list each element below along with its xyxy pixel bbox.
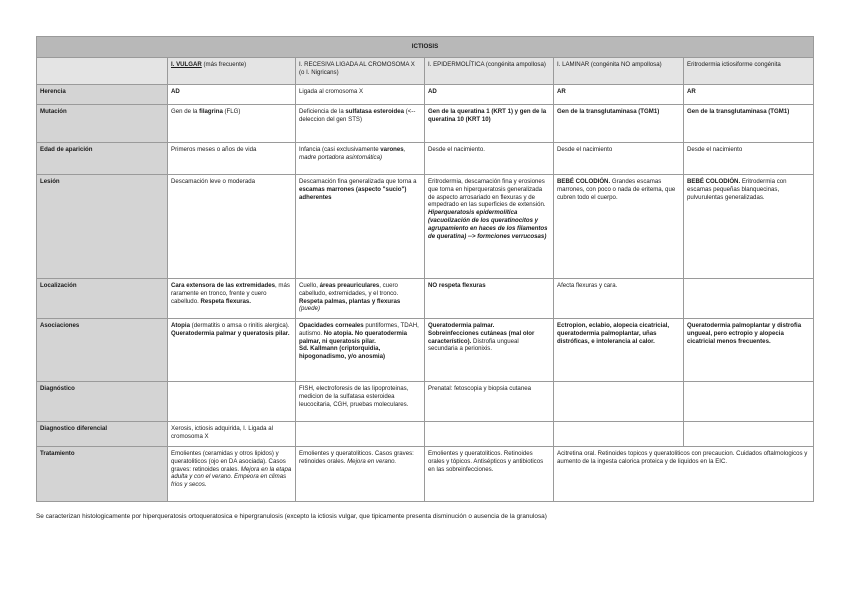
table-row: [37, 279, 814, 319]
table-title: ICTIOSIS: [37, 37, 814, 58]
cell-text: , madre portadora asintomática): [299, 146, 406, 161]
header-corner: [37, 58, 168, 85]
cell-text: (FLG): [222, 108, 241, 115]
table-cell: [425, 85, 554, 105]
table-cell: [554, 105, 684, 143]
cell-text: escamas marrones (aspecto "sucio") adherentes: [299, 185, 407, 201]
cell-text: Eritrodermia con escamas pequeñas blanquecinas, pulvurulentas generalizadas.: [687, 178, 787, 201]
table-cell: [425, 279, 554, 319]
footnote: Se caracterizan histologicamente por hiperqueratosis ortoqueratosica e hipergranulosis (excepto la ictiosis vulgar, que tipicamente presenta disminución o ausencia de la granulosa): [36, 513, 547, 520]
cell-text: sulfatasa esteroidea: [345, 108, 405, 115]
cell-text: filagrina: [199, 108, 223, 115]
table-cell: Ligada al cromosoma X: [296, 85, 425, 105]
header-col-vulgar: [168, 58, 296, 85]
cell-text: Sd. Kallmann (criptorquidia, hipogonadismo, y/o anosmia): [299, 345, 385, 361]
table-cell: [168, 447, 296, 502]
table-cell: [425, 175, 554, 279]
title-row: [37, 37, 814, 58]
table-cell: Prenatal: fetoscopia y biopsia cutanea: [425, 382, 554, 422]
table-cell: [684, 175, 814, 279]
table-cell: [684, 319, 814, 382]
cell-text: Respeta flexuras.: [200, 297, 251, 305]
cell-text: , más raramente en tronco, frente y cuero cabelludo.: [171, 282, 290, 305]
table-cell: [296, 279, 425, 319]
table-row: [37, 382, 814, 422]
cell-text: Mejora en verano.: [347, 457, 397, 465]
table-cell: [296, 105, 425, 143]
cell-text: AD: [171, 88, 180, 95]
cell-text: Distrofia ungueal secundaria a perionixis.: [428, 337, 519, 353]
row-label: Diagnóstico: [37, 382, 168, 422]
cell-text: BEBÉ COLODIÓN.: [687, 178, 741, 185]
table-cell: [684, 105, 814, 143]
table-cell: [168, 85, 296, 105]
cell-text: (dermatitis o amsa o rinitis alergica).: [189, 322, 290, 329]
table-row: [37, 422, 814, 447]
cell-text: Mejora en la etapa adulta y con el verano. Empeora en climas frios y secos.: [171, 465, 292, 489]
row-label: Mutación: [37, 105, 168, 143]
table-cell: [425, 422, 554, 447]
cell-text: , cuero cabelludo, extremidades, y el tronco.: [299, 282, 399, 297]
row-label: Diagnostico diferencial: [37, 422, 168, 447]
row-label: Herencia: [37, 85, 168, 105]
cell-text: varones: [380, 146, 404, 153]
table-cell: [168, 382, 296, 422]
header-col-laminar: I. LAMINAR (congénita NO ampollosa): [554, 58, 684, 85]
row-label: Lesión: [37, 175, 168, 279]
cell-text: Emolientes y queratoliticos. Casos graves: retinoides orales.: [299, 450, 414, 465]
table-cell: Desde el nacimiento.: [425, 143, 554, 175]
table-cell: [554, 85, 684, 105]
cell-text: Grandes escamas marrones, con poco o nada de eritema, que cubren todo el cuerpo.: [557, 178, 676, 201]
cell-text: AR: [557, 88, 566, 95]
table-cell: [684, 382, 814, 422]
table-cell: [554, 175, 684, 279]
row-label: Tratamiento: [37, 447, 168, 502]
table-row: [37, 85, 814, 105]
cell-text: Descamación fina generalizada que torna a: [299, 178, 417, 185]
header-row: [37, 58, 814, 85]
table-row: [37, 143, 814, 175]
table-cell: [296, 319, 425, 382]
table-cell: [168, 279, 296, 319]
row-label: Edad de aparición: [37, 143, 168, 175]
table-cell: Primeros meses o años de vida: [168, 143, 296, 175]
ichthyosis-table: [36, 36, 814, 502]
table-cell: [684, 85, 814, 105]
table-cell: [554, 319, 684, 382]
table-cell: [296, 447, 425, 502]
table-cell: Emolientes y queratoliticos. Retinoides orales y tópicos. Antisépticos y antibioticos en las sobreinfecciones.: [425, 447, 554, 502]
table-cell: Desde el nacimiento: [554, 143, 684, 175]
cell-text: Atopia: [171, 322, 190, 329]
cell-text: áreas preauriculares: [319, 282, 380, 289]
cell-text: Opacidades corneales: [299, 322, 364, 329]
table-cell: [296, 422, 425, 447]
table-cell: Descamación leve o moderada: [168, 175, 296, 279]
row-label: Asociaciones: [37, 319, 168, 382]
table-row: [37, 175, 814, 279]
header-col-vulgar-main: I. VULGAR: [171, 61, 202, 68]
table-cell: FISH, electroforesis de las lipoproteinas, medicion de la sulfatasa esteroidea leucocitaria, CGH, pruebas moleculares.: [296, 382, 425, 422]
cell-text: Gen de la: [171, 108, 200, 115]
cell-text: No atopia. No queratodermia palmar, ni queratosis pilar.: [299, 329, 408, 345]
table-row: [37, 319, 814, 382]
table-cell: [684, 279, 814, 319]
table-row: [37, 447, 814, 502]
table-cell: Xerosis, ictiosis adquirida, I. Ligada al cromosoma X: [168, 422, 296, 447]
cell-text: Emolientes (ceramidas y otros lipidos) y queratoliticos (ojo en DA asociada). Casos graves: retinoides orales.: [171, 450, 286, 473]
cell-text: BEBÉ COLODIÓN.: [557, 178, 611, 185]
ichthyosis-sheet: [36, 36, 813, 502]
table-cell: [168, 105, 296, 143]
cell-text: puntiformes, TDAH, autismo.: [299, 322, 419, 337]
header-col-epidermolitica: I. EPIDERMOLÍTICA (congénita ampollosa): [425, 58, 554, 85]
cell-text: Gen de la transglutaminasa (TGM1): [557, 108, 660, 115]
header-col-vulgar-extra: (más frecuente): [201, 61, 247, 68]
table-cell: [168, 319, 296, 382]
cell-text: Queratodermia palmar y queratosis pilar.: [171, 329, 290, 337]
cell-text: Sobreinfecciones cutáneas (mal olor característico).: [428, 329, 535, 345]
table-row: [37, 105, 814, 143]
table-cell: [296, 143, 425, 175]
cell-text: AD: [428, 88, 437, 95]
table-cell: [554, 422, 684, 447]
header-col-recesiva: I. RECESIVA LIGADA AL CROMOSOMA X (o I. Nigricans): [296, 58, 425, 85]
cell-text: (puede): [299, 305, 321, 313]
table-cell: [684, 422, 814, 447]
row-label: Localización: [37, 279, 168, 319]
cell-text: Deficiencia de la: [299, 108, 346, 115]
table-cell: [554, 382, 684, 422]
cell-text: Gen de la transglutaminasa (TGM1): [687, 108, 790, 115]
cell-text: AR: [687, 88, 696, 95]
cell-text: Queratodermia palmar.: [428, 322, 495, 329]
table-cell: [425, 319, 554, 382]
cell-text: Cara extensora de las extremidades: [171, 282, 275, 289]
cell-text: Respeta palmas, plantas y flexuras: [299, 297, 401, 305]
table-cell: Desde el nacimiento: [684, 143, 814, 175]
table-cell: Afecta flexuras y cara.: [554, 279, 684, 319]
cell-text: Queratodermia palmoplantar y distrofia ungueal, pero ectropio y alopecia cicatricial menos frecuentes.: [687, 322, 802, 345]
cell-text: Eritrodermia, descamación fina y erosiones que torna en hiperqueratosis generalizada de aspecto arrosariado en flexuras y de empedrado en las superficies de extensión.: [428, 178, 546, 209]
cell-text: NO respeta flexuras: [428, 282, 486, 289]
table-cell: [425, 105, 554, 143]
table-cell: Acitretina oral. Retinoides topicos y queratoliticos con precaucion. Cuidados oftalmologicos y aumento de la ingesta calorica proteica y de liquidos en la EIC.: [554, 447, 814, 502]
cell-text: Ectropion, eclabio, alopecia cicatricial, queratodermia palmoplantar, uñas distróficas, e intolerancia al calor.: [557, 322, 670, 345]
cell-text: Infancia (casi exclusivamente: [299, 146, 381, 153]
cell-text: Gen de la queratina 1 (KRT 1) y gen de la queratina 10 (KRT 10): [428, 108, 547, 123]
cell-text: Cuello,: [299, 282, 320, 289]
header-col-eritrodermia: Eritrodermia ictiosiforme congénita: [684, 58, 814, 85]
cell-text: (<-- deleccion del gen STS): [299, 108, 416, 123]
table-cell: [296, 175, 425, 279]
cell-text: Hiperqueratosis epidermolítica (vacuolización de los queratinocitos y agrupamiento en haces de los filamentos de queratina) --> formciones verrucosas): [428, 209, 548, 240]
